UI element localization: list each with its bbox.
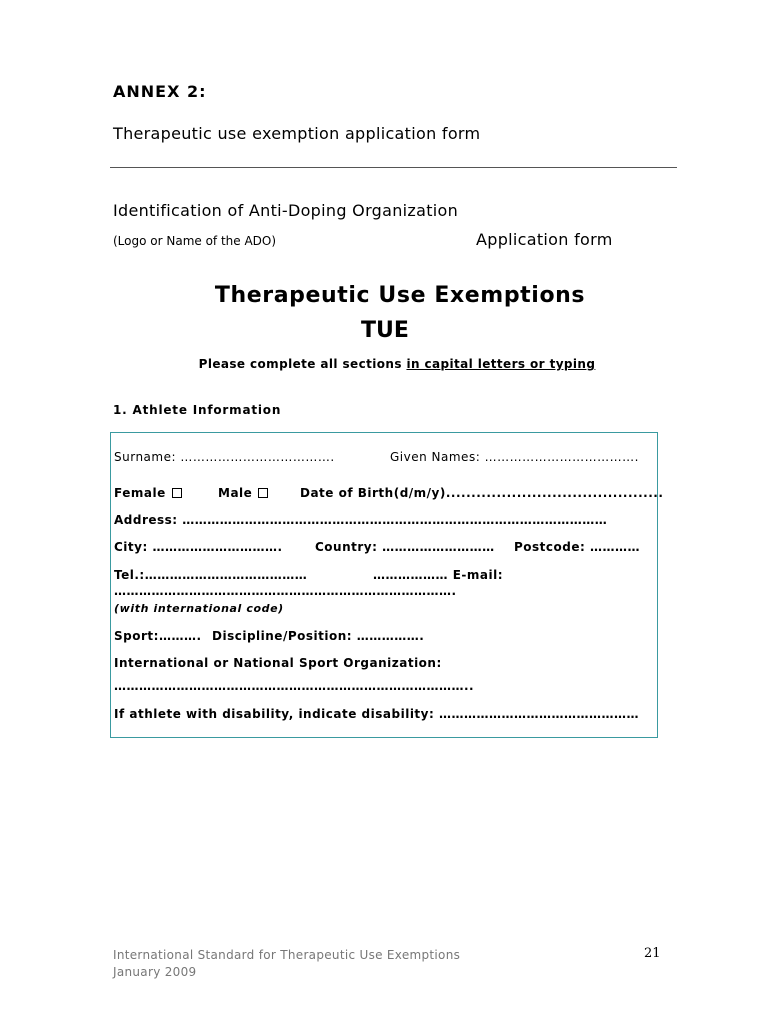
- horizontal-divider: [110, 167, 677, 168]
- address-row: [114, 513, 607, 527]
- disability-row: [114, 707, 639, 721]
- sport-label: Sport:: [114, 629, 159, 643]
- disability-field[interactable]: …………………………………………: [438, 707, 639, 721]
- address-field[interactable]: …………………………………………………………………………………………: [182, 513, 608, 527]
- document-title: Therapeutic Use Exemptions: [214, 283, 586, 308]
- given-names-field[interactable]: ……………………………….: [484, 450, 639, 464]
- dob-field[interactable]: ...........................................: [445, 486, 664, 500]
- surname-field[interactable]: ……………………………….: [180, 450, 335, 464]
- sport-org-field[interactable]: …………………………………………………………………………..: [114, 679, 475, 693]
- discipline-field[interactable]: …………….: [356, 629, 425, 643]
- email-row: [373, 568, 503, 582]
- footer-date: January 2009: [113, 965, 197, 979]
- surname-label: Surname:: [114, 450, 177, 464]
- country-field[interactable]: ………………………: [382, 540, 495, 554]
- discipline-row: [212, 629, 424, 643]
- postcode-field[interactable]: …………: [590, 540, 640, 554]
- city-field[interactable]: ………………………….: [152, 540, 283, 554]
- dob-row: [300, 486, 663, 500]
- tel-field[interactable]: …………………………………: [144, 568, 308, 582]
- page-number: 21: [644, 946, 661, 961]
- instruction-prefix: Please complete all sections: [198, 357, 407, 371]
- tel-row: [114, 568, 307, 582]
- email-prefix-field[interactable]: ………………: [373, 568, 448, 582]
- sport-org-label: International or National Sport Organization:: [114, 656, 442, 670]
- form-subtitle: Therapeutic use exemption application form: [113, 124, 481, 143]
- tel-label: Tel.:: [114, 568, 145, 582]
- dob-label: Date of Birth(d/m/y): [300, 486, 446, 500]
- email-field[interactable]: ……………………………………………………………………….: [114, 584, 457, 598]
- given-names-row: [390, 450, 639, 464]
- given-names-label: Given Names:: [390, 450, 481, 464]
- female-checkbox-icon[interactable]: [172, 488, 182, 498]
- section-heading-athlete-info: 1. Athlete Information: [113, 403, 282, 417]
- city-row: [114, 540, 283, 554]
- sport-row: [114, 629, 202, 643]
- country-label: Country:: [315, 540, 378, 554]
- postcode-label: Postcode:: [514, 540, 586, 554]
- address-label: Address:: [114, 513, 178, 527]
- male-checkbox-icon[interactable]: [258, 488, 268, 498]
- application-form-label: Application form: [476, 230, 613, 249]
- postcode-row: [514, 540, 640, 554]
- ado-logo-placeholder: (Logo or Name of the ADO): [113, 234, 277, 248]
- country-row: [315, 540, 495, 554]
- discipline-label: Discipline/Position:: [212, 629, 353, 643]
- male-label: Male: [218, 486, 253, 500]
- instruction-underlined: in capital letters or typing: [406, 357, 596, 371]
- intl-code-note: (with international code): [114, 602, 284, 615]
- female-option[interactable]: [114, 486, 182, 500]
- instruction-line: [0, 357, 770, 371]
- footer-standard-title: International Standard for Therapeutic Use Exemptions: [113, 948, 461, 962]
- annex-heading: ANNEX 2:: [113, 82, 207, 101]
- sport-field[interactable]: ……….: [158, 629, 202, 643]
- email-label: E-mail:: [452, 568, 503, 582]
- male-option[interactable]: [218, 486, 268, 500]
- ado-identification: Identification of Anti-Doping Organization: [113, 201, 459, 220]
- disability-label: If athlete with disability, indicate disability:: [114, 707, 435, 721]
- surname-row: [114, 450, 335, 464]
- city-label: City:: [114, 540, 148, 554]
- document-title-abbr: TUE: [361, 318, 409, 343]
- female-label: Female: [114, 486, 166, 500]
